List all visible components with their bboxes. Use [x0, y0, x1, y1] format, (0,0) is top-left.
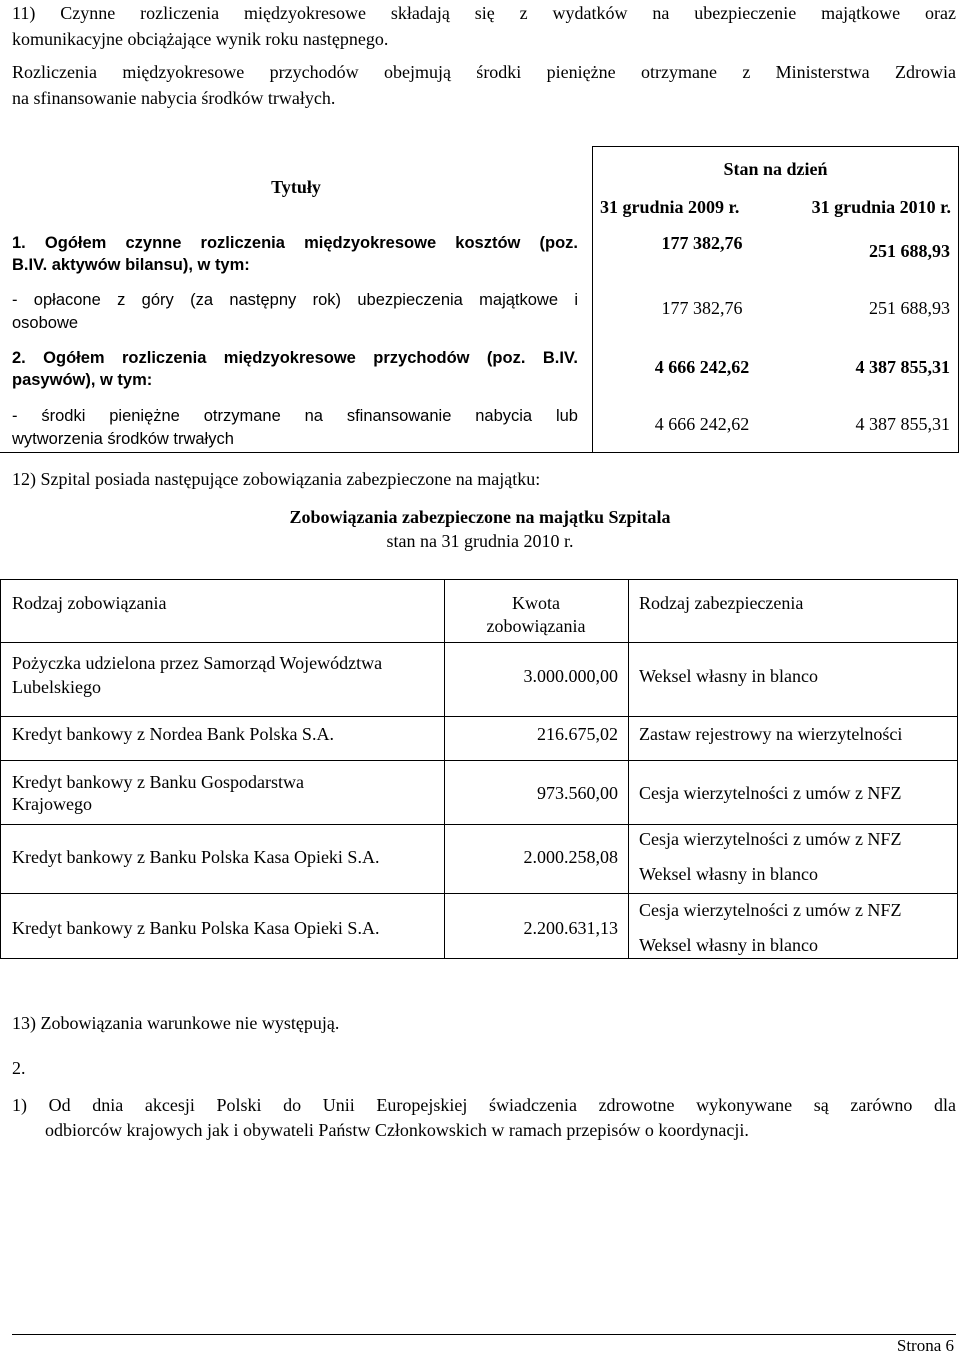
liabilities-table-subtitle: stan na 31 grudnia 2010 r.	[386, 531, 574, 551]
value-2009: 4 666 242,62	[654, 357, 750, 377]
liability-amount: 216.675,02	[537, 724, 618, 744]
liability-type: Pożyczka udzielona przez Samorząd Województwa	[12, 653, 383, 673]
security-type: Weksel własny in blanco	[639, 935, 819, 955]
paragraph-1-line: odbiorców krajowych jak i obywateli Państw Członkowskich w ramach przepisów o koordynacji.	[45, 1120, 749, 1140]
row-label: B.IV. aktywów bilansu), w tym:	[12, 256, 250, 274]
value-2010: 4 387 855,31	[855, 414, 950, 434]
value-2009: 177 382,76	[661, 233, 743, 253]
header-2010: 31 grudnia 2010 r.	[811, 197, 951, 217]
liability-type: Lubelskiego	[12, 677, 101, 697]
row-label: wytworzenia środków trwałych	[12, 430, 234, 448]
paragraph-11b-line: na sfinansowanie nabycia środków trwałych.	[12, 88, 336, 108]
liability-amount: 2.200.631,13	[523, 918, 618, 938]
value-2010: 4 387 855,31	[855, 357, 950, 377]
paragraph-11-line: komunikacyjne obciążające wynik roku następnego.	[12, 29, 389, 49]
liability-type: Kredyt bankowy z Banku Gospodarstwa	[12, 772, 304, 792]
liability-amount: 973.560,00	[537, 783, 618, 803]
header-stan-na-dzien: Stan na dzień	[723, 159, 828, 179]
value-2010: 251 688,93	[869, 241, 950, 261]
liability-type: Kredyt bankowy z Banku Polska Kasa Opieki S.A.	[12, 847, 380, 867]
security-type: Cesja wierzytelności z umów z NFZ	[639, 900, 902, 920]
paragraph-12: 12) Szpital posiada następujące zobowiązania zabezpieczone na majątku:	[12, 469, 541, 489]
header-kwota: zobowiązania	[486, 616, 586, 636]
paragraph-1	[12, 1093, 956, 1143]
prepayments-table	[0, 146, 960, 452]
value-2009: 177 382,76	[661, 298, 743, 318]
paragraph-13: 13) Zobowiązania warunkowe nie występują.	[12, 1013, 340, 1033]
liability-amount: 2.000.258,08	[523, 847, 618, 867]
security-type: Cesja wierzytelności z umów z NFZ	[639, 829, 902, 849]
security-type: Zastaw rejestrowy na wierzytelności	[639, 724, 903, 744]
liability-amount: 3.000.000,00	[523, 666, 618, 686]
header-2009: 31 grudnia 2009 r.	[600, 197, 740, 217]
row-label: osobowe	[12, 314, 79, 332]
header-titles: Tytuły	[271, 177, 321, 197]
paragraph-1-line: 1) Od dnia akcesji Polski do Unii Europejskiej świadczenia zdrowotne wykonywane są zarówno dla	[12, 1095, 956, 1115]
paragraph-11	[12, 0, 956, 52]
liabilities-table-title: Zobowiązania zabezpieczone na majątku Szpitala	[289, 507, 671, 527]
secured-liabilities-table	[0, 579, 960, 959]
row-label: 2. Ogółem rozliczenia międzyokresowe przychodów (poz. B.IV.	[12, 349, 578, 367]
footer-divider	[12, 1334, 956, 1335]
liability-type: Kredyt bankowy z Nordea Bank Polska S.A.	[12, 724, 334, 744]
security-type: Weksel własny in blanco	[639, 864, 819, 884]
header-rodzaj-zobowiazania: Rodzaj zobowiązania	[12, 593, 167, 613]
value-2009: 4 666 242,62	[654, 414, 750, 434]
header-kwota: Kwota	[512, 593, 560, 613]
row-label: 1. Ogółem czynne rozliczenia międzyokresowe kosztów (poz.	[12, 234, 578, 252]
paragraph-11b	[12, 59, 956, 111]
row-label: - opłacone z góry (za następny rok) ubezpieczenia majątkowe i	[12, 291, 578, 309]
security-type: Weksel własny in blanco	[639, 666, 819, 686]
page-number: Strona 6	[896, 1336, 954, 1355]
paragraph-11-line: 11) Czynne rozliczenia międzyokresowe składają się z wydatków na ubezpieczenie majątkowe oraz	[12, 3, 956, 23]
row-label: pasywów), w tym:	[12, 371, 153, 389]
header-rodzaj-zabezpieczenia: Rodzaj zabezpieczenia	[639, 593, 804, 613]
section-heading-2: 2.	[12, 1058, 26, 1078]
security-type: Cesja wierzytelności z umów z NFZ	[639, 783, 902, 803]
row-label: - środki pieniężne otrzymane na sfinansowanie nabycia lub	[12, 407, 578, 425]
value-2010: 251 688,93	[869, 298, 950, 318]
paragraph-11b-line: Rozliczenia międzyokresowe przychodów obejmują środki pieniężne otrzymane z Ministerstwa Zdrowia	[12, 62, 956, 82]
liability-type: Kredyt bankowy z Banku Polska Kasa Opieki S.A.	[12, 918, 380, 938]
liability-type: Krajowego	[12, 794, 92, 814]
